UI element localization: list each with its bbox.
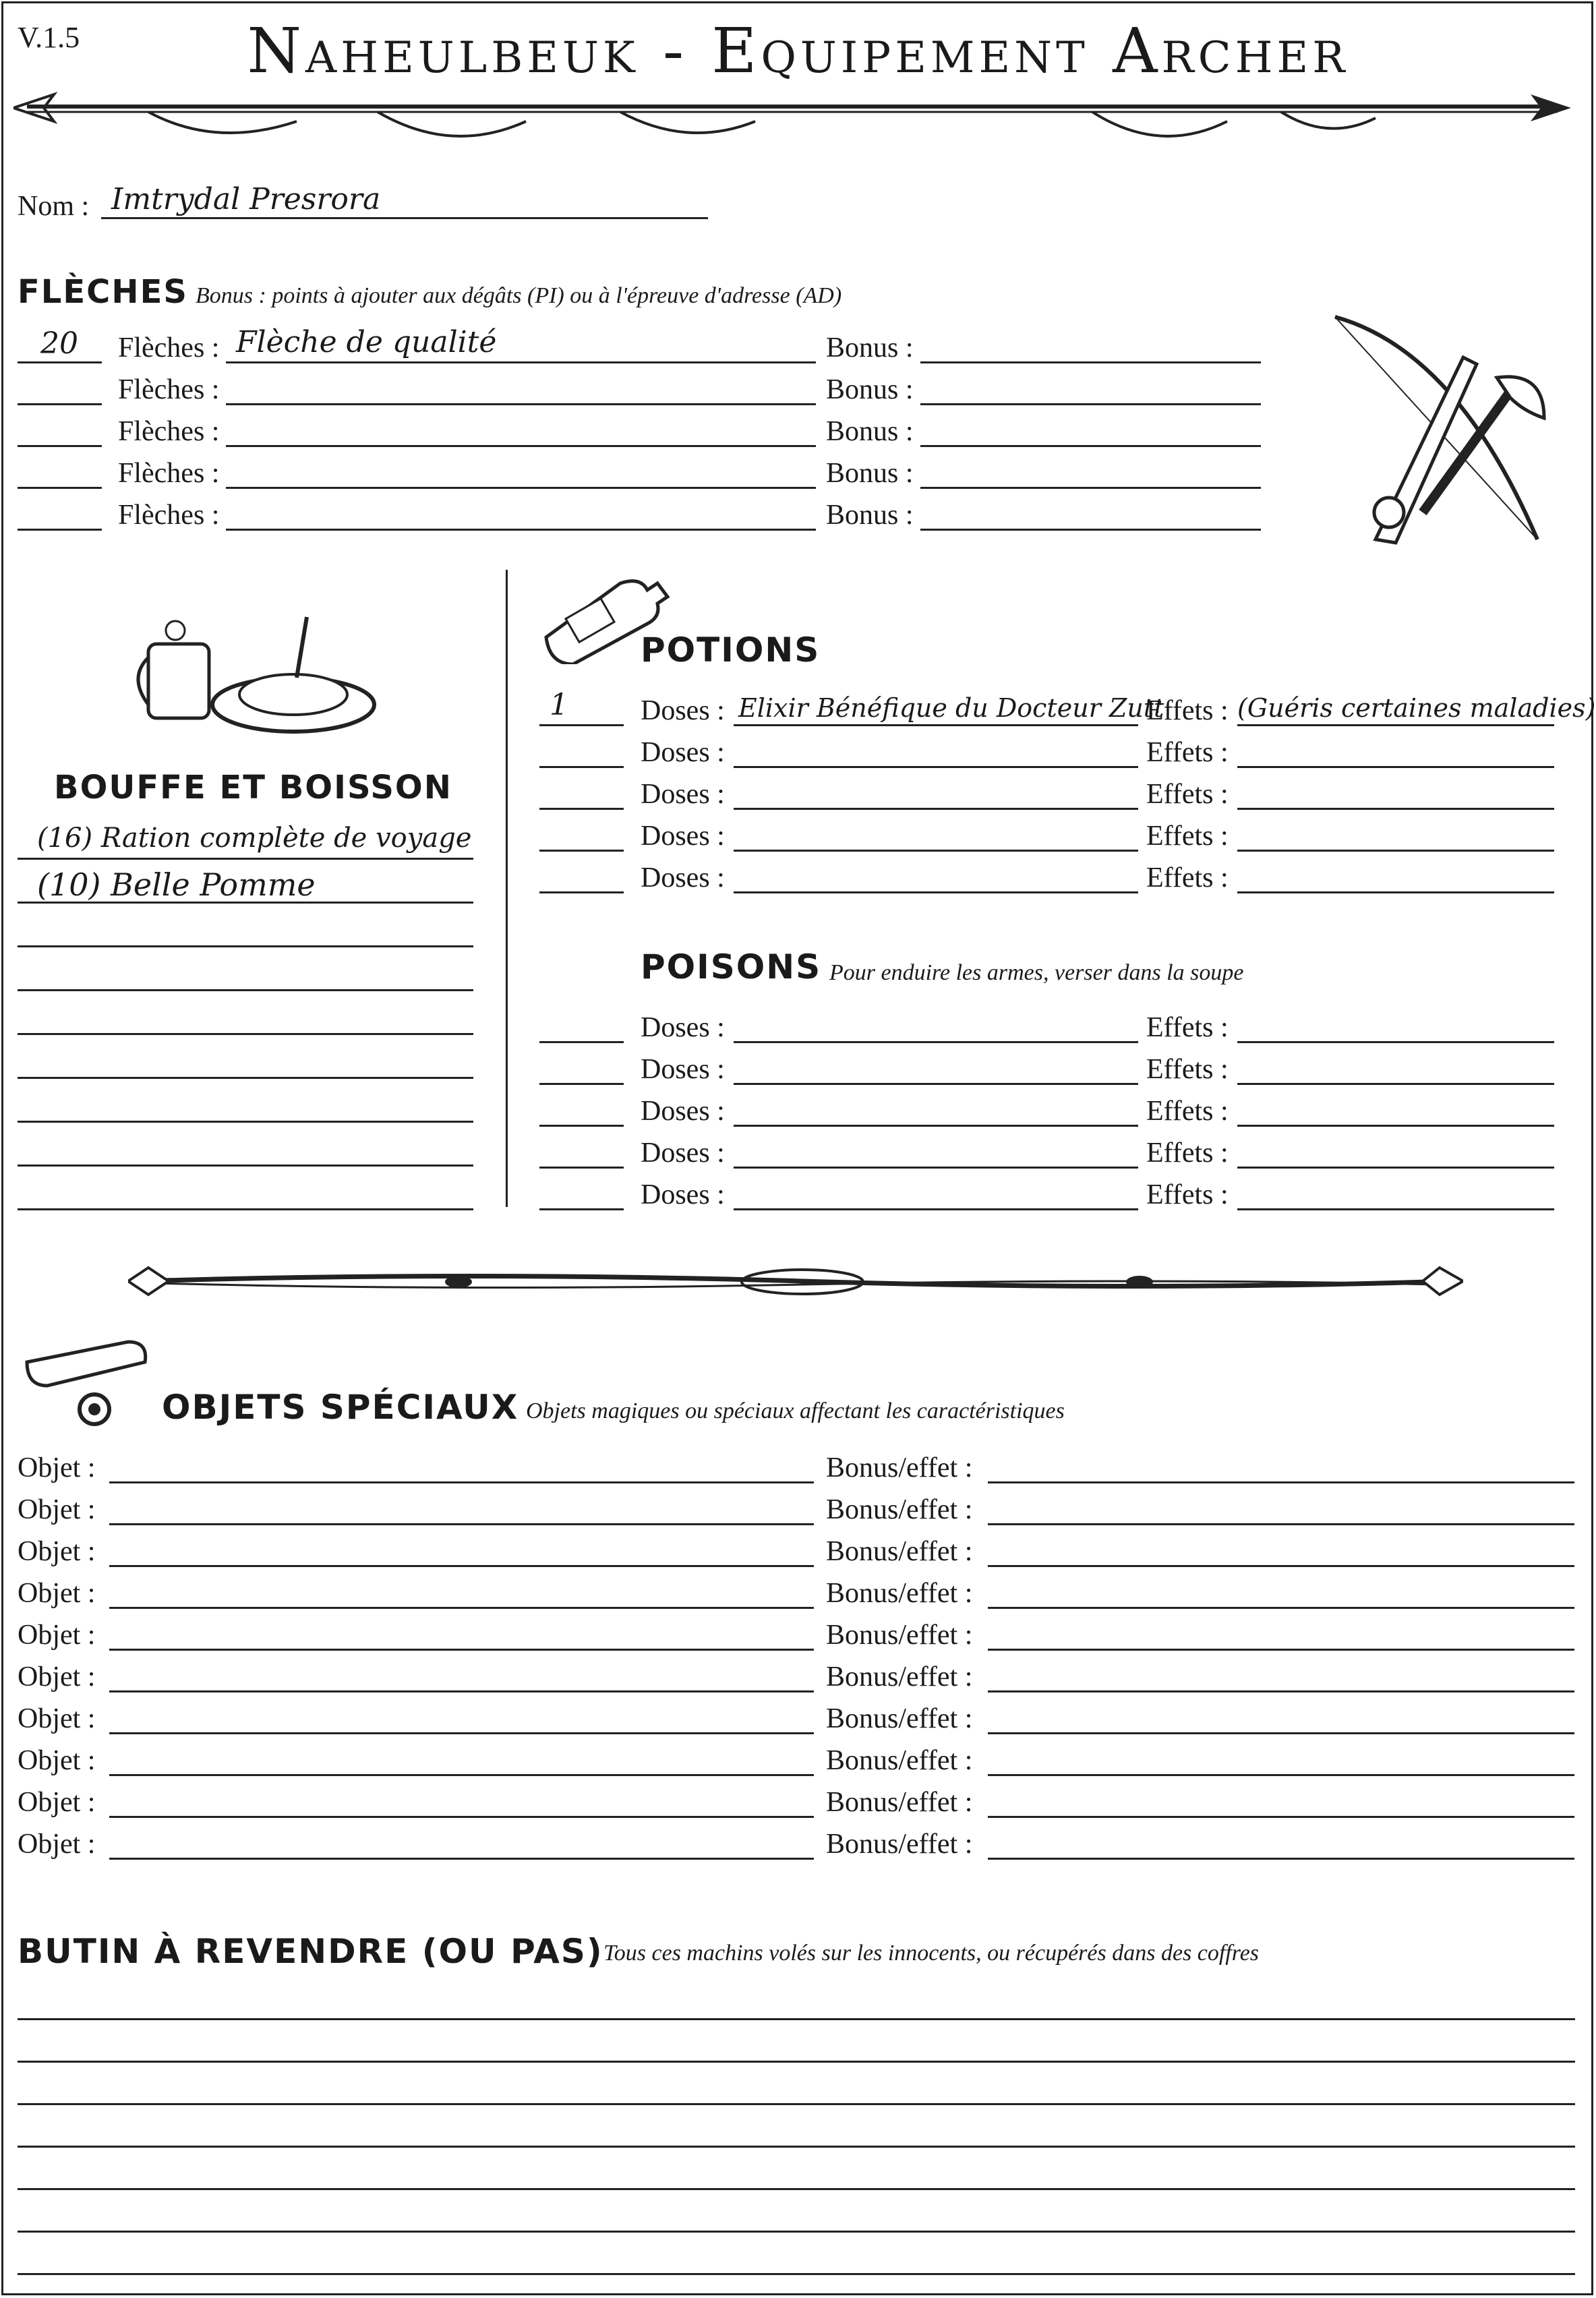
objet-bonus-label: Bonus/effet : <box>826 1494 973 1525</box>
potions-effet[interactable]: (Guéris certaines maladies) <box>1237 693 1596 723</box>
objet-line <box>109 1690 814 1692</box>
fleches-bonus-label: Bonus : <box>826 416 914 447</box>
objets-title: OBJETS SPÉCIAUX <box>162 1388 519 1427</box>
objet-label: Objet : <box>18 1661 96 1692</box>
butin-line <box>18 2103 1575 2105</box>
objet-bonus-line <box>988 1858 1574 1860</box>
bouffe-line <box>18 1077 473 1079</box>
objet-label: Objet : <box>18 1452 96 1483</box>
poisons-qty-line <box>539 1041 624 1043</box>
objet-bonus-label: Bonus/effet : <box>826 1536 973 1567</box>
poisons-effet-line <box>1237 1208 1554 1210</box>
fleches-count-line <box>18 487 102 489</box>
butin-note: Tous ces machins volés sur les innocents, ou récupérés dans des coffres <box>603 1941 1260 1966</box>
fleches-label: Flèches : <box>118 458 220 489</box>
objet-label: Objet : <box>18 1578 96 1609</box>
potions-name-line <box>734 808 1138 810</box>
potions-qty[interactable]: 1 <box>550 688 568 722</box>
scroll-ring-icon <box>13 1335 162 1430</box>
poisons-name-line <box>734 1125 1138 1127</box>
poisons-name-line <box>734 1041 1138 1043</box>
arrow-divider-icon <box>13 81 1571 155</box>
bouffe-line <box>18 989 473 991</box>
potions-effet-line <box>1237 891 1554 893</box>
poisons-doses-label: Doses : <box>641 1138 725 1169</box>
poisons-doses-label: Doses : <box>641 1012 725 1043</box>
objet-label: Objet : <box>18 1829 96 1860</box>
fleches-count-line <box>18 445 102 447</box>
objet-label: Objet : <box>18 1536 96 1567</box>
potions-doses-label: Doses : <box>641 862 725 893</box>
fleches-name-line <box>226 445 816 447</box>
fleches-name-line <box>226 403 816 405</box>
bouffe-line <box>18 1033 473 1035</box>
objet-bonus-line <box>988 1774 1574 1776</box>
poisons-effets-label: Effets : <box>1146 1054 1229 1085</box>
objet-line <box>109 1565 814 1567</box>
potions-name-line <box>734 850 1138 852</box>
staff-divider-icon <box>128 1258 1463 1305</box>
fleches-bonus-line <box>920 487 1261 489</box>
crossed-weapons-icon <box>1322 310 1564 553</box>
column-divider <box>506 570 508 1207</box>
poisons-effet-line <box>1237 1083 1554 1085</box>
potions-doses-label: Doses : <box>641 821 725 852</box>
objet-label: Objet : <box>18 1787 96 1818</box>
nom-line <box>101 217 708 219</box>
objet-bonus-line <box>988 1523 1574 1525</box>
potions-effets-label: Effets : <box>1146 779 1229 810</box>
fleches-label: Flèches : <box>118 416 220 447</box>
potions-effet-line <box>1237 766 1554 768</box>
potions-title: POTIONS <box>641 630 821 670</box>
potions-name[interactable]: Elixir Bénéfique du Docteur Zutt <box>738 693 1164 723</box>
objet-line <box>109 1649 814 1651</box>
poisons-effet-line <box>1237 1167 1554 1169</box>
butin-line <box>18 2146 1575 2148</box>
potions-doses-label: Doses : <box>641 779 725 810</box>
objet-label: Objet : <box>18 1745 96 1776</box>
bouffe-title: BOUFFE ET BOISSON <box>54 769 452 806</box>
fleches-title: FLÈCHES <box>18 273 188 311</box>
fleches-name-line <box>226 487 816 489</box>
objet-bonus-label: Bonus/effet : <box>826 1745 973 1776</box>
objets-note: Objets magiques ou spéciaux affectant les caractéristiques <box>526 1398 1065 1423</box>
objet-line <box>109 1732 814 1734</box>
poisons-qty-line <box>539 1208 624 1210</box>
version-label: V.1.5 <box>18 21 80 54</box>
potions-effet-line <box>1237 808 1554 810</box>
poisons-effets-label: Effets : <box>1146 1138 1229 1169</box>
fleches-note: Bonus : points à ajouter aux dégâts (PI) ou à l'épreuve d'adresse (AD) <box>196 283 842 308</box>
poisons-name-line <box>734 1083 1138 1085</box>
potions-qty-line <box>539 808 624 810</box>
potions-qty-line <box>539 766 624 768</box>
fleches-count[interactable]: 20 <box>40 326 78 361</box>
objet-line <box>109 1858 814 1860</box>
nom-label: Nom : <box>18 191 90 222</box>
potions-doses-label: Doses : <box>641 695 725 726</box>
fleches-bonus-line <box>920 361 1261 363</box>
bouffe-line <box>18 1121 473 1123</box>
potions-effets-label: Effets : <box>1146 695 1229 726</box>
objet-bonus-line <box>988 1732 1574 1734</box>
bouffe-line <box>18 945 473 947</box>
objet-line <box>109 1816 814 1818</box>
objet-label: Objet : <box>18 1494 96 1525</box>
fleches-label: Flèches : <box>118 332 220 363</box>
objet-bonus-line <box>988 1565 1574 1567</box>
objet-line <box>109 1523 814 1525</box>
objet-bonus-label: Bonus/effet : <box>826 1703 973 1734</box>
page-title: Naheulbeuk - Equipement Archer <box>247 15 1349 87</box>
fleches-bonus-label: Bonus : <box>826 374 914 405</box>
potions-name-line <box>734 891 1138 893</box>
poisons-effets-label: Effets : <box>1146 1012 1229 1043</box>
objet-bonus-line <box>988 1816 1574 1818</box>
poisons-name-line <box>734 1167 1138 1169</box>
potions-effets-label: Effets : <box>1146 821 1229 852</box>
butin-line <box>18 2061 1575 2063</box>
fleches-bonus-line <box>920 445 1261 447</box>
nom-value[interactable]: Imtrydal Presrora <box>111 182 381 216</box>
poisons-doses-label: Doses : <box>641 1096 725 1127</box>
poisons-qty-line <box>539 1083 624 1085</box>
objet-bonus-line <box>988 1607 1574 1609</box>
poisons-qty-line <box>539 1167 624 1169</box>
poisons-qty-line <box>539 1125 624 1127</box>
objet-bonus-line <box>988 1649 1574 1651</box>
poisons-effets-label: Effets : <box>1146 1179 1229 1210</box>
bouffe-line <box>18 1208 473 1210</box>
poisons-doses-label: Doses : <box>641 1054 725 1085</box>
fleches-bonus-line <box>920 529 1261 531</box>
potions-name-line <box>734 724 1138 726</box>
poisons-note: Pour enduire les armes, verser dans la soupe <box>829 960 1244 985</box>
potions-doses-label: Doses : <box>641 737 725 768</box>
fleches-bonus-label: Bonus : <box>826 500 914 531</box>
fleches-count-line <box>18 529 102 531</box>
bouffe-item[interactable]: (10) Belle Pomme <box>37 866 316 903</box>
potions-effet-line <box>1237 724 1554 726</box>
objet-bonus-label: Bonus/effet : <box>826 1787 973 1818</box>
bouffe-item[interactable]: (16) Ration complète de voyage <box>37 823 472 854</box>
poisons-effet-line <box>1237 1041 1554 1043</box>
fleches-label: Flèches : <box>118 500 220 531</box>
poisons-title: POISONS <box>641 947 822 986</box>
potions-effets-label: Effets : <box>1146 862 1229 893</box>
fleches-name[interactable]: Flèche de qualité <box>236 325 497 359</box>
potions-qty-line <box>539 891 624 893</box>
poisons-name-line <box>734 1208 1138 1210</box>
bouffe-line <box>18 1165 473 1167</box>
objet-line <box>109 1607 814 1609</box>
potions-name-line <box>734 766 1138 768</box>
food-drink-icon <box>135 603 378 738</box>
objet-bonus-label: Bonus/effet : <box>826 1452 973 1483</box>
butin-line <box>18 2231 1575 2233</box>
fleches-name-line <box>226 361 816 363</box>
fleches-name-line <box>226 529 816 531</box>
butin-line <box>18 2018 1575 2020</box>
butin-line <box>18 2188 1575 2190</box>
objet-label: Objet : <box>18 1703 96 1734</box>
poisons-effets-label: Effets : <box>1146 1096 1229 1127</box>
objet-bonus-line <box>988 1690 1574 1692</box>
objet-label: Objet : <box>18 1620 96 1651</box>
objet-bonus-label: Bonus/effet : <box>826 1829 973 1860</box>
objet-bonus-label: Bonus/effet : <box>826 1578 973 1609</box>
potions-qty-line <box>539 724 624 726</box>
fleches-count-line <box>18 361 102 363</box>
potions-effet-line <box>1237 850 1554 852</box>
potions-effets-label: Effets : <box>1146 737 1229 768</box>
objet-line <box>109 1481 814 1483</box>
fleches-bonus-label: Bonus : <box>826 458 914 489</box>
objet-bonus-label: Bonus/effet : <box>826 1620 973 1651</box>
objet-bonus-label: Bonus/effet : <box>826 1661 973 1692</box>
poisons-effet-line <box>1237 1125 1554 1127</box>
bouffe-line <box>18 858 473 860</box>
fleches-bonus-label: Bonus : <box>826 332 914 363</box>
bouffe-line <box>18 902 473 904</box>
fleches-count-line <box>18 403 102 405</box>
objet-line <box>109 1774 814 1776</box>
poisons-doses-label: Doses : <box>641 1179 725 1210</box>
potions-qty-line <box>539 850 624 852</box>
fleches-bonus-line <box>920 403 1261 405</box>
objet-bonus-line <box>988 1481 1574 1483</box>
butin-line <box>18 2273 1575 2275</box>
fleches-label: Flèches : <box>118 374 220 405</box>
butin-title: BUTIN À REVENDRE (OU PAS) <box>18 1932 603 1971</box>
